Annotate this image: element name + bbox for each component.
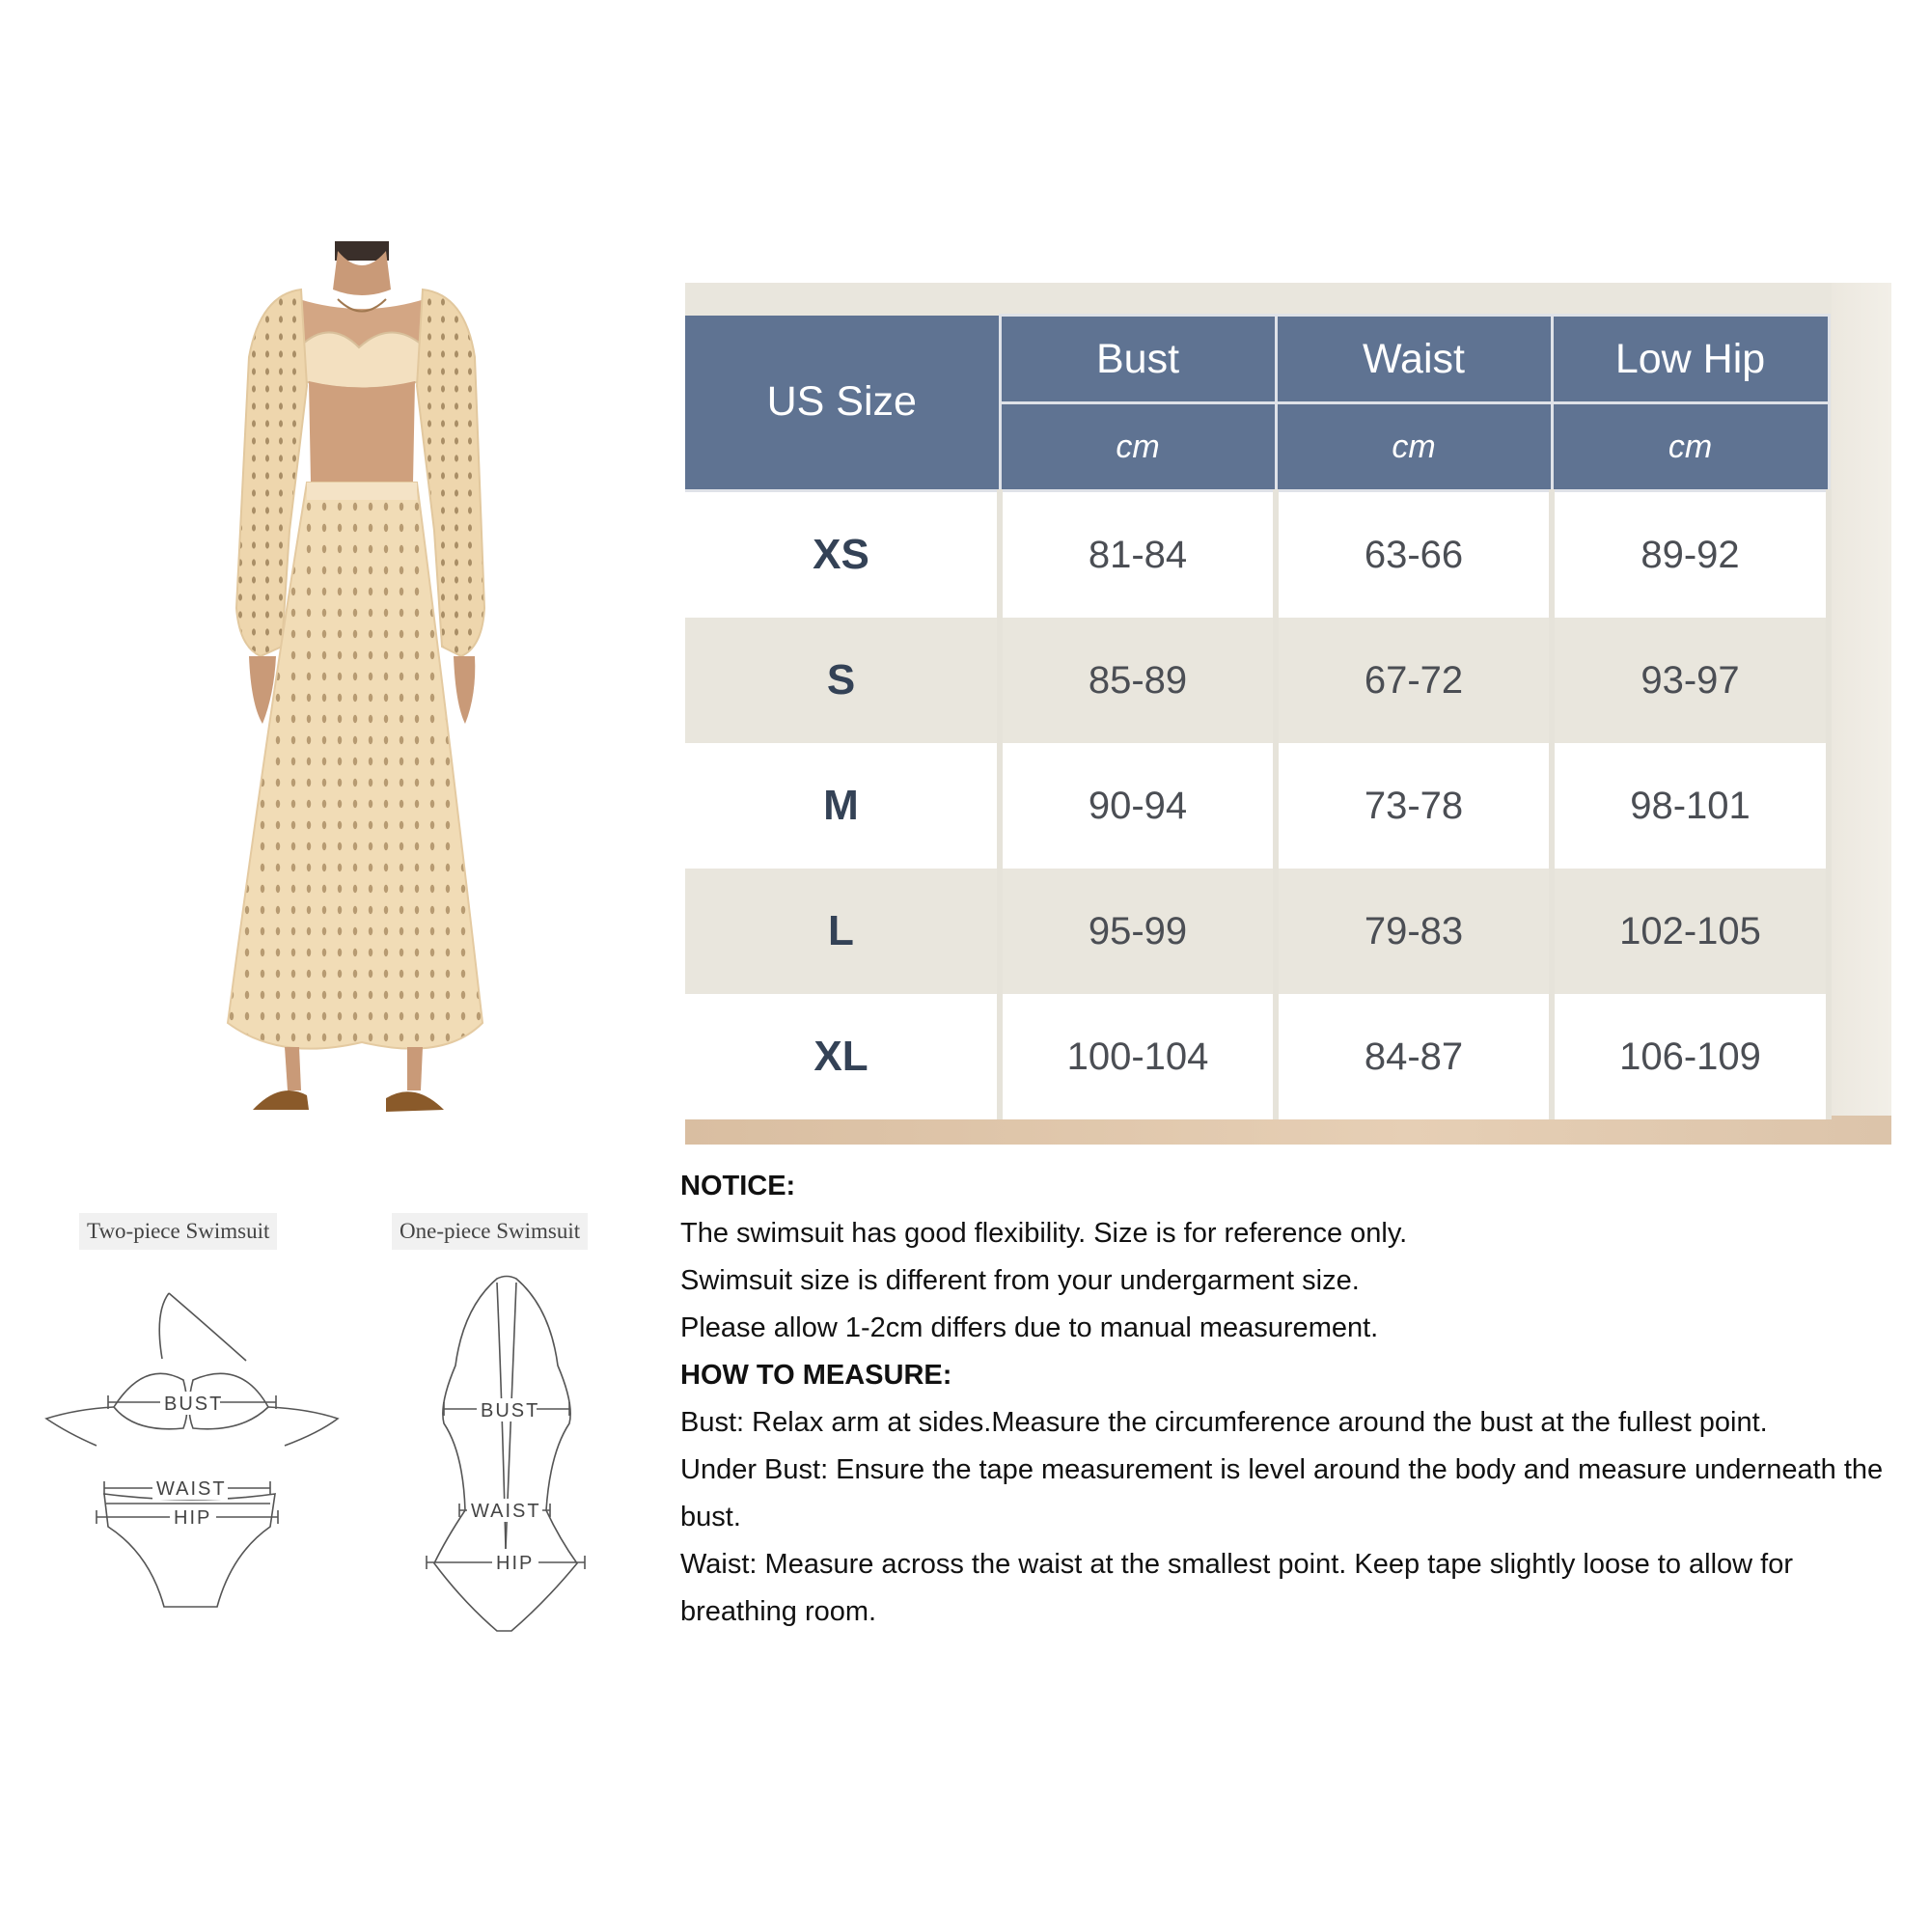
- table-row: [685, 618, 1829, 743]
- notice-line: Swimsuit size is different from your undergarment size.: [680, 1265, 1360, 1296]
- size-label: S: [685, 618, 1000, 743]
- notice-heading: NOTICE:: [680, 1171, 796, 1201]
- size-label: XS: [685, 491, 1000, 619]
- how-to-measure-heading: HOW TO MEASURE:: [680, 1360, 952, 1391]
- bust-label: BUST: [481, 1400, 540, 1421]
- size-label: XL: [685, 994, 1000, 1119]
- header-us-size: US Size: [685, 316, 1000, 491]
- unit-low-hip: cm: [1552, 403, 1829, 491]
- table-row: [685, 994, 1829, 1119]
- table-row: [685, 869, 1829, 994]
- bust-label: BUST: [164, 1394, 224, 1415]
- bust-value: 81-84: [1000, 491, 1276, 619]
- size-table: [685, 314, 1832, 1119]
- backdrop-floor: [685, 1116, 1891, 1145]
- waist-label: WAIST: [471, 1501, 541, 1522]
- hip-value: 106-109: [1552, 994, 1829, 1119]
- notice-line: Please allow 1-2cm differs due to manual measurement.: [680, 1312, 1379, 1343]
- hip-value: 93-97: [1552, 618, 1829, 743]
- header-low-hip: Low Hip: [1552, 316, 1829, 403]
- waist-value: 79-83: [1276, 869, 1552, 994]
- waist-value: 67-72: [1276, 618, 1552, 743]
- header-waist: Waist: [1276, 316, 1552, 403]
- table-row: [685, 743, 1829, 869]
- notice-line: The swimsuit has good flexibility. Size is for reference only.: [680, 1218, 1408, 1249]
- measure-line: Under Bust: Ensure the tape measurement is level around the body and measure underneath the bust.: [680, 1454, 1884, 1532]
- one-piece-diagram: [405, 1269, 608, 1641]
- notes-section: [680, 1163, 1896, 1636]
- hip-label: HIP: [496, 1553, 535, 1574]
- table-row: [685, 491, 1829, 619]
- bust-value: 90-94: [1000, 743, 1276, 869]
- backdrop-strip: [1832, 283, 1891, 1145]
- one-piece-title: One-piece Swimsuit: [392, 1213, 588, 1250]
- size-label: L: [685, 869, 1000, 994]
- bust-value: 95-99: [1000, 869, 1276, 994]
- model-photo: [193, 241, 521, 1139]
- waist-value: 84-87: [1276, 994, 1552, 1119]
- hip-label: HIP: [174, 1507, 212, 1529]
- bust-value: 100-104: [1000, 994, 1276, 1119]
- unit-waist: cm: [1276, 403, 1552, 491]
- header-bust: Bust: [1000, 316, 1276, 403]
- two-piece-title: Two-piece Swimsuit: [79, 1213, 277, 1250]
- bust-value: 85-89: [1000, 618, 1276, 743]
- size-chart: [685, 283, 1891, 1145]
- measure-line: Waist: Measure across the waist at the smallest point. Keep tape slightly loose to allow for breathing room.: [680, 1549, 1794, 1627]
- two-piece-diagram: [39, 1274, 347, 1631]
- hip-value: 98-101: [1552, 743, 1829, 869]
- waist-label: WAIST: [156, 1478, 227, 1500]
- waist-value: 73-78: [1276, 743, 1552, 869]
- waist-value: 63-66: [1276, 491, 1552, 619]
- hip-value: 89-92: [1552, 491, 1829, 619]
- unit-bust: cm: [1000, 403, 1276, 491]
- hip-value: 102-105: [1552, 869, 1829, 994]
- measure-line: Bust: Relax arm at sides.Measure the circumference around the bust at the fullest point.: [680, 1407, 1768, 1438]
- size-label: M: [685, 743, 1000, 869]
